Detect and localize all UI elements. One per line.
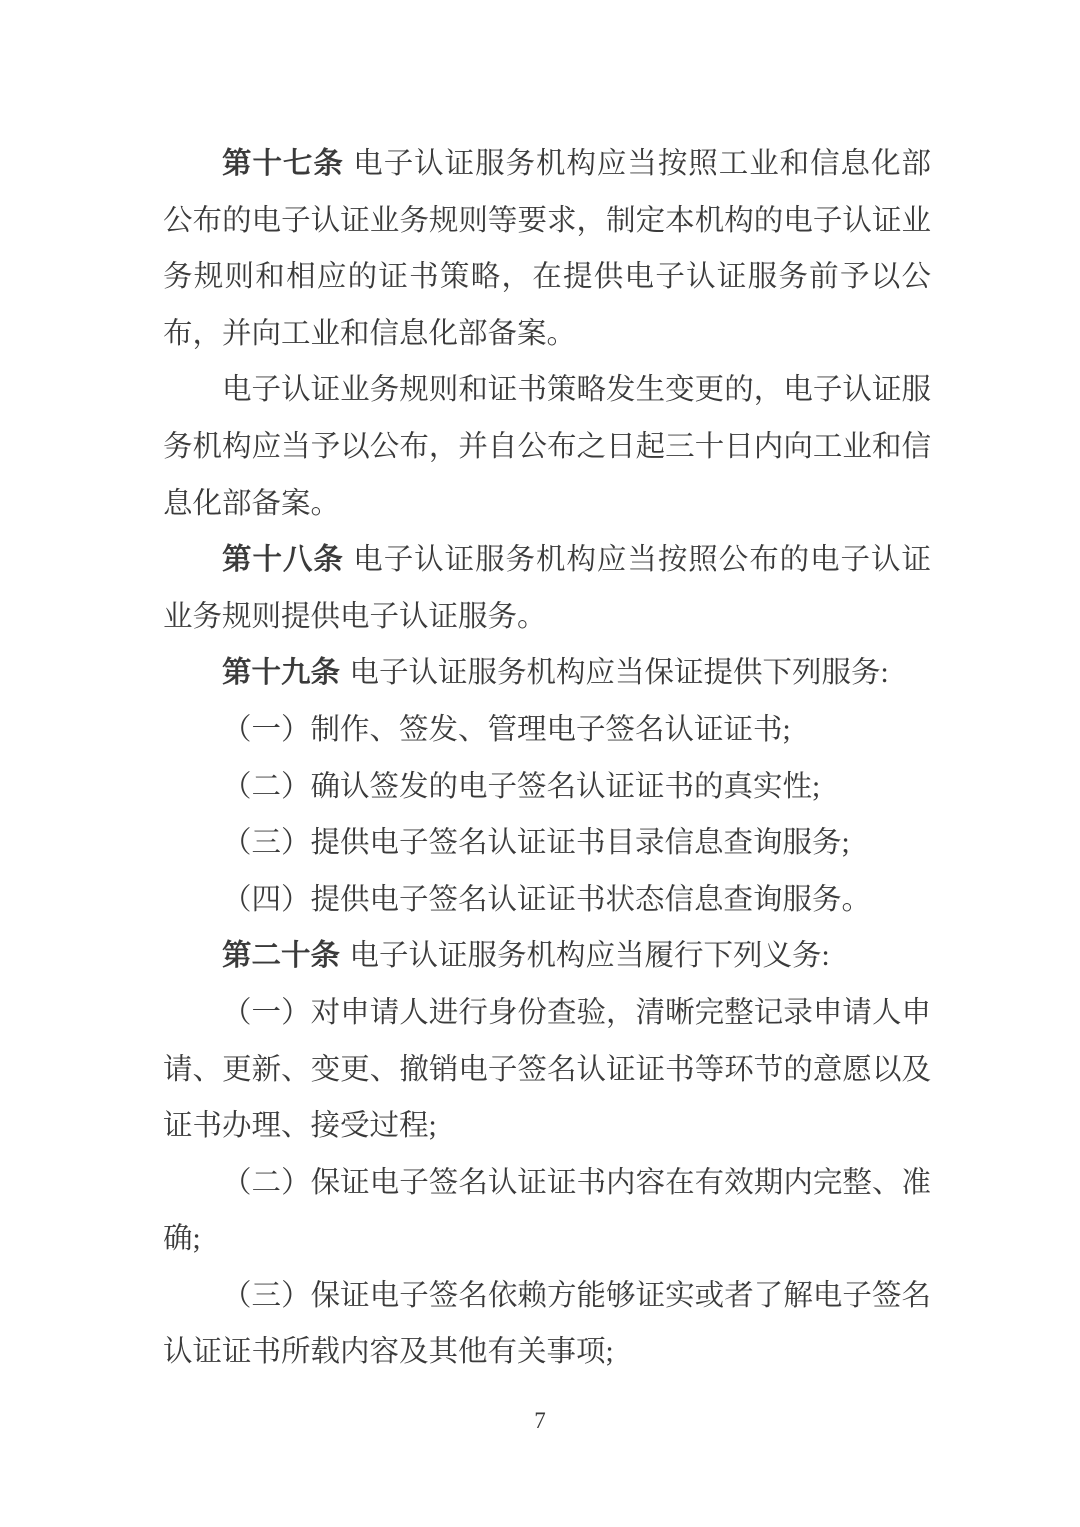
document-body [163,136,931,1381]
article-paragraph [163,928,931,985]
paragraph-text: （一）对申请人进行身份查验，清晰完整记录申请人申请、更新、变更、撤销电子签名认证证书等环节的意愿以及证书办理、接受过程; [163,996,931,1143]
paragraph [163,1268,931,1381]
paragraph [163,815,931,872]
page-number: 7 [534,1408,546,1433]
paragraph [163,759,931,816]
paragraph [163,872,931,929]
paragraph-text: 电子认证业务规则和证书策略发生变更的，电子认证服务机构应当予以公布，并自公布之日起三十日内向工业和信息化部备案。 [163,374,931,520]
paragraph [163,702,931,759]
article-paragraph [163,136,931,362]
paragraph-text: （三）保证电子签名依赖方能够证实或者了解电子签名认证证书所载内容及其他有关事项; [163,1279,931,1369]
article-number: 第二十条 [222,939,341,973]
article-number: 第十九条 [222,656,341,690]
paragraph-text: 电子认证服务机构应当按照公布的电子认证业务规则提供电子认证服务。 [163,544,931,633]
paragraph-text: 电子认证服务机构应当履行下列义务: [349,940,830,973]
article-paragraph [163,645,931,702]
paragraph-text: （四）提供电子签名认证证书状态信息查询服务。 [222,883,872,916]
paragraph-text: （二）保证电子签名认证证书内容在有效期内完整、准确; [163,1166,931,1256]
paragraph [163,362,931,532]
paragraph-text: （三）提供电子签名认证证书目录信息查询服务; [222,827,850,860]
paragraph-text: 电子认证服务机构应当保证提供下列服务: [349,657,889,690]
paragraph-text: （二）确认签发的电子签名认证证书的真实性; [222,770,821,803]
paragraph [163,1155,931,1268]
paragraph [163,985,931,1155]
paragraph-text: 电子认证服务机构应当按照工业和信息化部公布的电子认证业务规则等要求，制定本机构的电子认证业务规则和相应的证书策略，在提供电子认证服务前予以公布，并向工业和信息化部备案。 [163,148,931,350]
article-number: 第十八条 [222,543,344,577]
article-number: 第十七条 [222,147,344,180]
article-paragraph [163,532,931,645]
paragraph-text: （一）制作、签发、管理电子签名认证证书; [222,713,791,746]
